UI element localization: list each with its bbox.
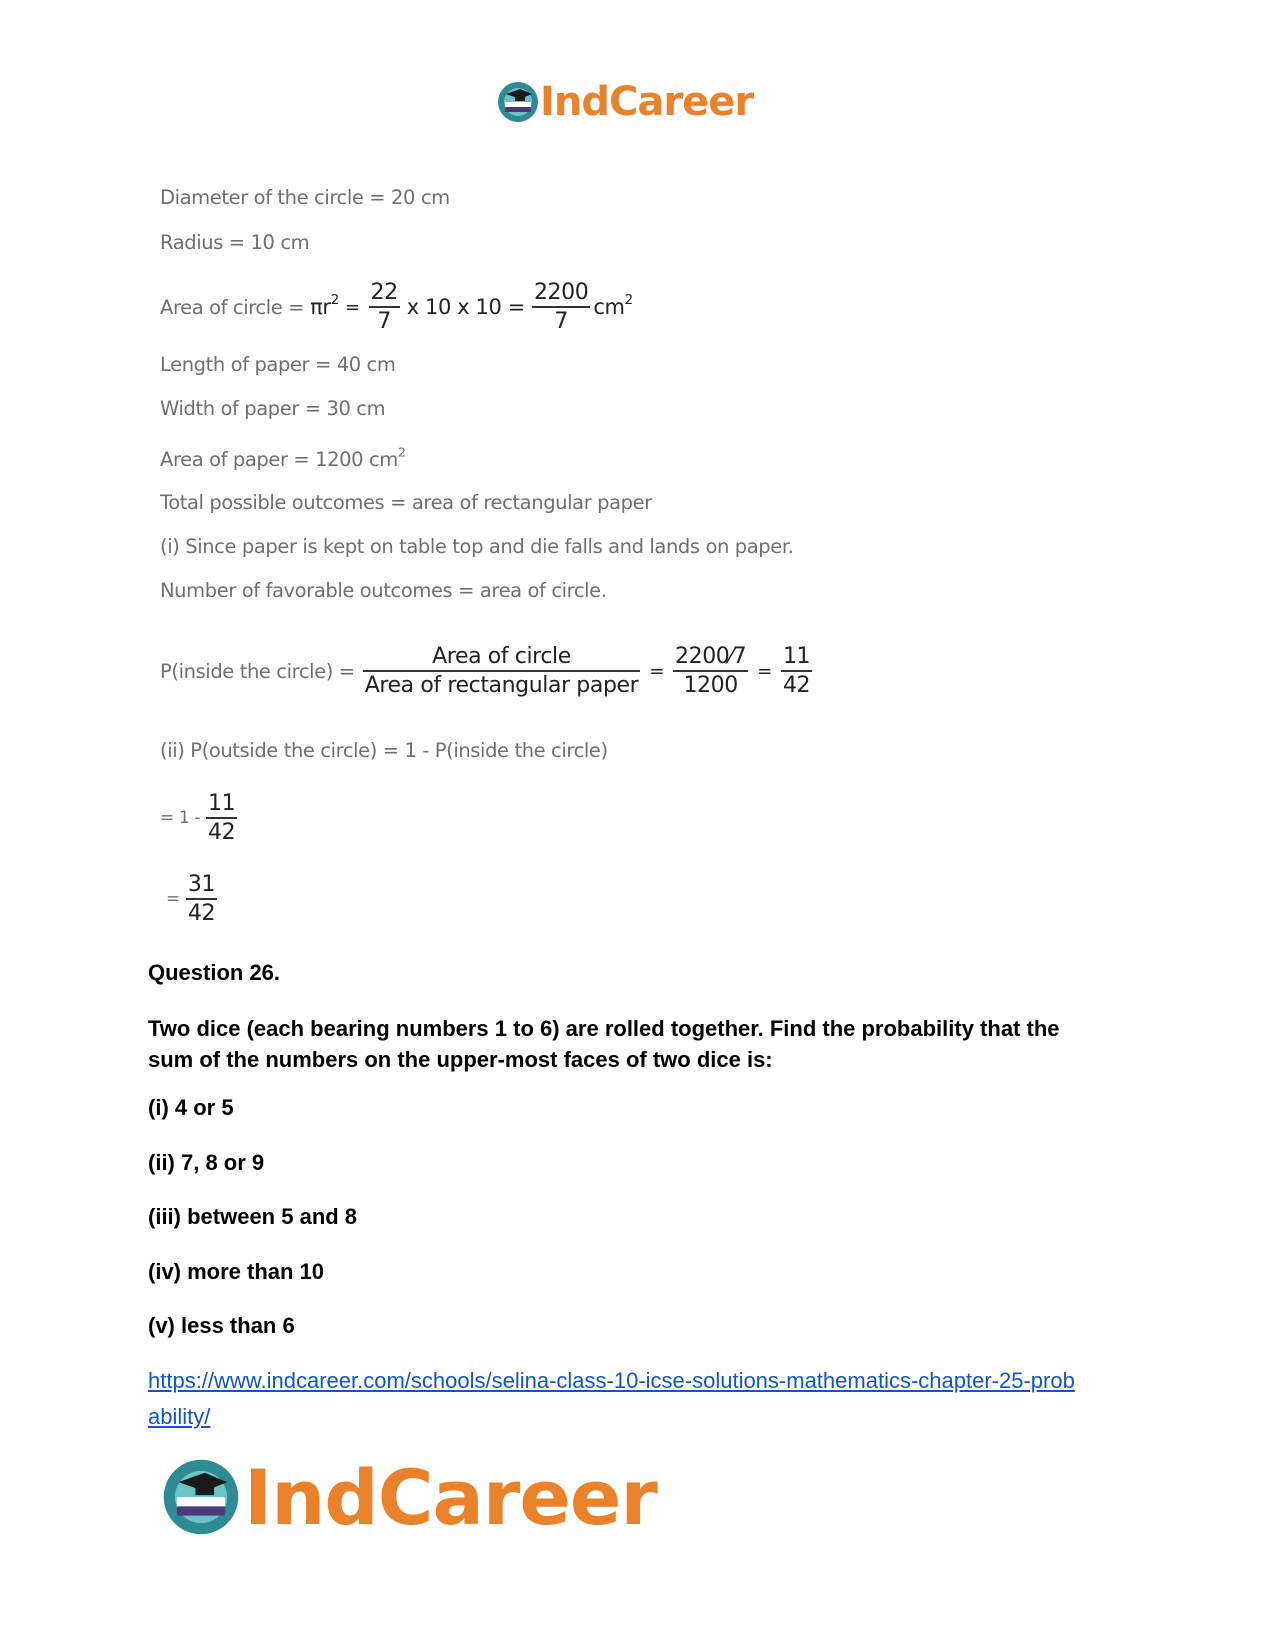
fraction-denominator: 42 (208, 819, 236, 845)
width-line: Width of paper = 30 cm (160, 397, 386, 420)
unit-exponent: 2 (624, 291, 633, 308)
fraction-denominator: Area of rectangular paper (364, 672, 639, 698)
source-link-line-1[interactable]: https://www.indcareer.com/schools/selina-class-10-icse-solutions-mathematics-chapter-25-prob (148, 1368, 1075, 1393)
fraction-denominator: 7 (554, 308, 568, 334)
fraction-numerator: 2200 (533, 280, 589, 306)
area-paper-text: Area of paper = 1200 cm (160, 448, 398, 471)
favorable-line: Number of favorable outcomes = area of circle. (160, 579, 607, 602)
area-paper-exponent: 2 (397, 444, 406, 460)
brand-name: IndCareer (244, 1452, 657, 1542)
question-text: Two dice (each bearing numbers 1 to 6) are rolled together. Find the probability that the sum of the numbers on the upper-most faces of two dice is: (148, 1016, 1060, 1072)
area-circle-label: Area of circle = (160, 295, 305, 319)
header-logo (496, 78, 753, 126)
pi-r: πr (310, 295, 331, 319)
numeric-ratio-fraction (673, 645, 748, 697)
length-line: Length of paper = 40 cm (160, 353, 396, 376)
graduation-book-icon (160, 1456, 242, 1538)
fraction-numerator: 31 (187, 872, 216, 898)
fraction-denominator: 42 (782, 672, 811, 698)
step-1-fraction (206, 792, 237, 844)
multiplication-text: x 10 x 10 = (406, 295, 525, 319)
p-inside-label: P(inside the circle) = (160, 659, 355, 683)
fraction-22-7 (369, 281, 400, 333)
fraction-numerator: 11 (782, 644, 811, 670)
pi-r-exponent: 2 (330, 291, 339, 308)
p-inside-line (160, 633, 815, 709)
question-part-2: (ii) 7, 8 or 9 (148, 1150, 265, 1175)
question-part-1: (i) 4 or 5 (148, 1095, 234, 1120)
result-fraction (781, 645, 812, 697)
question-part-3: (iii) between 5 and 8 (148, 1204, 358, 1229)
fraction-denominator: 7 (377, 308, 391, 334)
fraction-2200-7 (532, 281, 590, 333)
total-outcomes-line: Total possible outcomes = area of rectangular paper (160, 491, 652, 514)
step-2-line (166, 869, 220, 929)
graduation-book-icon (496, 80, 540, 124)
step-2-fraction (186, 873, 217, 925)
fraction-denominator: 42 (187, 900, 216, 926)
fraction-denominator: 1200 (683, 672, 738, 698)
part-i-line: (i) Since paper is kept on table top and die falls and lands on paper. (160, 535, 794, 558)
part-ii-line: (ii) P(outside the circle) = 1 - P(inside the circle) (160, 739, 608, 762)
area-ratio-fraction (363, 645, 641, 697)
step-1-line (160, 788, 240, 848)
equals-sign: = (344, 296, 360, 318)
footer-logo (160, 1452, 657, 1542)
question-part-4: (iv) more than 10 (148, 1259, 325, 1284)
radius-line: Radius = 10 cm (160, 231, 310, 254)
fraction-numerator: 2200⁄7 (675, 644, 747, 670)
step-1-prefix: = 1 - (160, 808, 201, 828)
equals-sign: = (649, 660, 664, 682)
question-part-5: (v) less than 6 (148, 1313, 295, 1338)
fraction-numerator: 11 (208, 791, 236, 817)
step-2-prefix: = (166, 889, 180, 909)
area-paper-line (160, 444, 406, 471)
question-title: Question 26. (148, 960, 281, 985)
unit-cm: cm (593, 295, 625, 319)
equals-sign: = (757, 660, 772, 682)
fraction-numerator: Area of circle (432, 644, 571, 670)
diameter-line: Diameter of the circle = 20 cm (160, 186, 450, 209)
source-link[interactable] (148, 1363, 1148, 1435)
fraction-numerator: 22 (370, 280, 398, 306)
brand-name: IndCareer (540, 79, 754, 125)
area-circle-line (160, 279, 633, 335)
source-link-line-2[interactable]: ability/ (148, 1404, 211, 1429)
